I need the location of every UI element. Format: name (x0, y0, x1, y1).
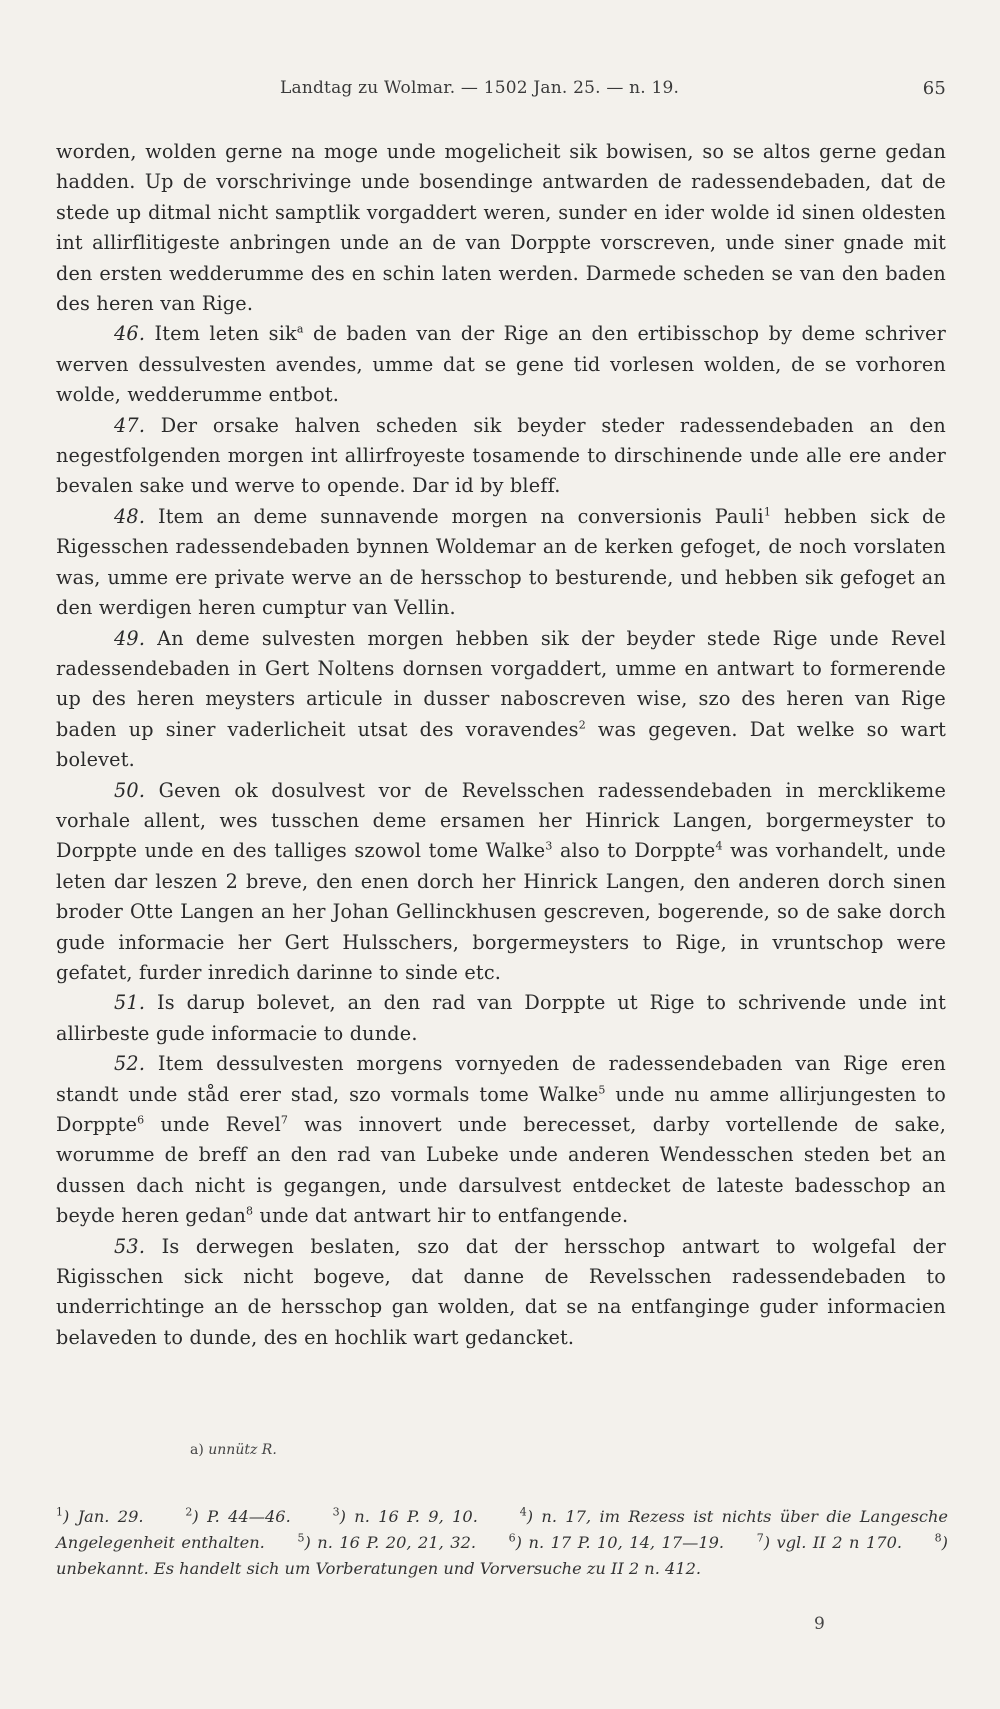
footnote-mark: 4 (715, 839, 723, 853)
paragraph-text: was vorhandelt, unde leten dar leszen 2 breve, den enen dorch her Hinrick Langen, den anderen dorch sinen broder Otte Langen an her Johan Gellinckhusen gescreven, bogerende, so de sake dorch gude informacie her Gert Hulsschers, borgermeysters to Rige, in vruntschop were gefatet, furder inredich darinne to sinde etc. (56, 839, 946, 984)
footnote-mark: 8 (246, 1204, 254, 1218)
paragraph-continued (56, 137, 946, 319)
footnote-number: 7 (756, 1531, 764, 1545)
paragraph-text: Der orsake halven scheden sik beyder steder radessendebaden an den negestfolgenden morgen int allirfroyeste tosamende to dirschinende unde alle ere ander bevalen sake und werve to opende. Dar id by bleff. (56, 413, 946, 498)
paragraph-text: Is derwegen beslaten, szo dat der hersschop antwart to wolgefal der Rigisschen sick nicht bogeve, dat danne de Revelsschen radessendebaden to underrichtinge an de hersschop gan wolden, dat se na entfanginge guder informacien belaveden to dunde, des en hochlik wart gedancket. (56, 1234, 946, 1349)
paragraph-46 (56, 319, 946, 410)
paragraph-text: also to Dorppte (552, 839, 716, 863)
footnote-text: unbekannt. Es handelt sich um Vorberatungen und Vorversuche zu II 2 n. 412. (56, 1559, 702, 1578)
paragraph-text: hebben sick de Rigesschen radessendebaden bynnen Woldemar an de kerken gefoget, de noch vorslaten was, umme ere private werve an de hersschop to besturende, und hebben sik gefoget an den werdigen heren cumptur van Vellin. (56, 504, 946, 620)
footnote-text: P. 44—46. (207, 1507, 291, 1526)
footnote-number: 5 (297, 1531, 305, 1545)
paragraph-51 (56, 988, 946, 1049)
paragraph-50 (56, 776, 946, 989)
footnote-text: Jan. 29. (77, 1507, 144, 1526)
footnote: $^1$) Jan. 29. (56, 1505, 144, 1526)
paragraph-number: 49. (114, 626, 146, 650)
paragraph-number: 51. (114, 991, 146, 1015)
footnote: $^7$) vgl. II 2 n 170. (756, 1531, 903, 1552)
paragraph-number: 47. (114, 413, 146, 437)
footnote: $^8$) unbekannt. Es handelt sich um Vorberatungen und Vorversuche zu II 2 n. 412. (56, 1531, 948, 1578)
paragraph-text: unde nu amme allirjungesten to Dorppte (56, 1082, 946, 1136)
paragraph-text: Geven ok dosulvest vor de Revelsschen radessendebaden in mercklikeme vorhale allent, wes tusschen deme ersamen her Hinrick Langen, borgermeyster to Dorppte unde en des talliges szowol tome Walke (56, 778, 946, 863)
footnote-text: n. 16 P. 9, 10. (354, 1507, 478, 1526)
paragraph-49 (56, 624, 946, 776)
footnote-mark: 2 (578, 718, 586, 732)
footnote-number: 4 (519, 1505, 527, 1519)
footnote: $^3$) n. 16 P. 9, 10. (332, 1505, 478, 1526)
paragraph-text: was innovert unde berecesset, darby vortellende de sake, worumme de breff an den rad van Lubeke unde anderen Wendesschen steden bet an dussen dach nicht is gegangen, unde darsulvest entdecket de lateste badesschop an beyde heren gedan (56, 1113, 946, 1228)
paragraph-text: de baden van der Rige an den ertibisschop by deme schriver werven dessulvesten avendes, umme dat se gene tid vorlesen wolden, de se vorhoren wolde, wedderumme entbot. (56, 322, 946, 407)
footnote-mark: 5 (598, 1083, 606, 1097)
paragraph-48 (56, 502, 946, 624)
textual-note-text: unnütz R. (208, 1442, 277, 1458)
paragraph-number: 50. (114, 778, 146, 802)
footnote-text: n. 17 P. 10, 14, 17—19. (528, 1533, 725, 1552)
paragraph-47 (56, 411, 946, 502)
page-number: 65 (922, 78, 946, 99)
paragraph-52 (56, 1049, 946, 1231)
paragraph-text: Is darup bolevet, an den rad van Dorppte ut Rige to schrivende unde int allirbeste gude informacie to dunde. (56, 991, 946, 1045)
paragraph-text: Item leten sik (154, 322, 297, 346)
footnote: $^6$) n. 17 P. 10, 14, 17—19. (508, 1531, 725, 1552)
paragraph-number: 48. (114, 504, 146, 528)
paragraph-number: 52. (114, 1052, 146, 1076)
footnote-text: n. 17, im Rezess ist nichts über die Langesche Angelegenheit enthalten. (56, 1507, 948, 1552)
signature-mark: 9 (814, 1614, 825, 1634)
paragraph-text: Item dessulvesten morgens vornyeden de radessendebaden van Rige eren standt unde ståd erer stad, szo vormals tome Walke (56, 1052, 946, 1106)
paragraph-text: Item an deme sunnavende morgen na conversionis Pauli (157, 504, 764, 528)
footnote-number: 8 (934, 1531, 942, 1545)
body-text (56, 137, 946, 1353)
footnote: $^2$) P. 44—46. (185, 1505, 291, 1526)
footnote-text: vgl. II 2 n 170. (776, 1533, 903, 1552)
footnote-mark: 1 (763, 505, 772, 519)
textual-note-label: a) (190, 1442, 204, 1458)
paragraph-number: 46. (114, 322, 146, 346)
footnote-number: 1 (56, 1505, 63, 1519)
footnote: $^5$) n. 16 P. 20, 21, 32. (297, 1531, 477, 1552)
paragraph-53 (56, 1232, 946, 1354)
running-head: Landtag zu Wolmar. — 1502 Jan. 25. — n. 19. (280, 78, 680, 98)
footnote-text: n. 16 P. 20, 21, 32. (317, 1533, 477, 1552)
footnote-number: 2 (185, 1505, 193, 1519)
footnote-mark: 3 (545, 839, 553, 853)
footnote-mark: 7 (280, 1113, 289, 1127)
paragraph-text: worden, wolden gerne na moge unde mogelicheit sik bowisen, so se altos gerne gedan hadden. Up de vorschrivinge unde bosendinge antwarden de radessendebaden, dat de stede up ditmal nicht samptlik vorgaddert weren, sunder en ider wolde id sinen oldesten int allirflitigeste anbringen unde an de van Dorppte vorscreven, unde siner gnade mit den ersten wedderumme des en schin laten werden. Darmede scheden se van den baden des heren van Rige. (56, 140, 946, 316)
paragraph-text: unde dat antwart hir to entfangende. (253, 1204, 629, 1228)
paragraph-text: was gegeven. Dat welke so wart bolevet. (56, 717, 946, 772)
footnote-mark: 6 (137, 1113, 145, 1127)
textual-note (190, 1442, 277, 1458)
paragraph-number: 53. (114, 1234, 146, 1258)
footnote-number: 3 (332, 1505, 340, 1519)
footnote-number: 6 (508, 1531, 516, 1545)
paragraph-text: An deme sulvesten morgen hebben sik der beyder stede Rige unde Revel radessendebaden in Gert Noltens dornsen vorgaddert, umme en antwart to formerende up des heren meysters articule in dusser naboscreven wise, szo des heren van Rige baden up siner vaderlicheit utsat des voravendes (56, 626, 946, 741)
footnotes (56, 1504, 948, 1582)
paragraph-text: unde Revel (144, 1113, 281, 1136)
footnote: $^4$) n. 17, im Rezess ist nichts über die Langesche Angelegenheit enthalten. (56, 1505, 948, 1552)
footnote-mark: a (296, 323, 304, 337)
